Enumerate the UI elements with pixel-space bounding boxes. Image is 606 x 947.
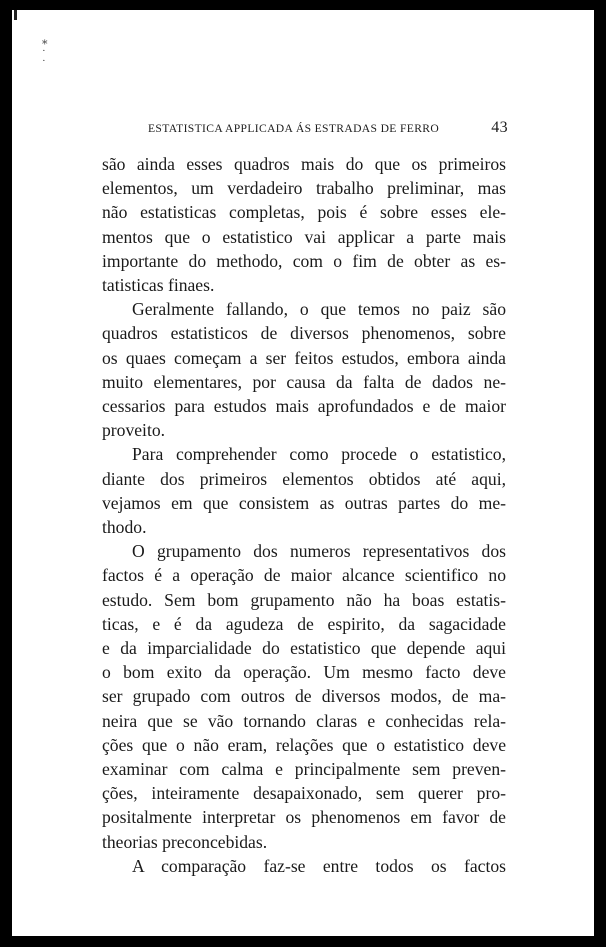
body-text [102,152,506,878]
text-line: e da imparcialidade do estatistico que depende aqui [102,638,506,659]
text-line: theorias preconcebidas. [102,831,268,852]
text-line: não estatisticas completas, pois é sobre esses ele- [102,202,506,223]
text-line: mentos que o estatistico vai applicar a parte mais [102,226,506,247]
text-line: vejamos em que consistem as outras partes do me- [102,492,506,513]
text-line: quadros estatisticos de diversos phenomenos, sobre [102,323,506,344]
text-line: Geralmente fallando, o que temos no paiz são [132,299,506,320]
text-line: o bom exito da operação. Um mesmo facto deve [102,662,506,683]
text-line: ticas, e é da agudeza de espirito, da sagacidade [102,613,506,634]
text-line: ções, inteiramente desapaixonado, sem querer pro- [102,783,506,804]
page-number: 43 [491,119,508,136]
text-line: muito elementares, por causa da falta de dados ne- [102,371,506,392]
scan-edge-mark [14,10,17,20]
text-line: neira que se vão tornando claras e conhecidas rela- [102,710,506,731]
text-line: proveito. [102,420,166,441]
text-line: diante dos primeiros elementos obtidos até aqui, [102,468,506,489]
text-line: factos é a operação de maior alcance scientifico no [102,565,506,586]
text-line: elementos, um verdadeiro trabalho preliminar, mas [102,178,506,199]
text-line: são ainda esses quadros mais do que os primeiros [102,154,506,174]
text-line: os quaes começam a ser feitos estudos, embora ainda [102,347,506,368]
book-page [12,10,594,936]
text-line: O grupamento dos numeros representativos dos [132,541,506,562]
text-line: tatisticas finaes. [102,275,215,296]
text-line: Para comprehender como procede o estatistico, [132,444,506,465]
text-line: positalmente interpretar os phenomenos em favor de [102,807,506,828]
text-line: cessarios para estudos mais aprofundados e de maior [102,396,506,417]
running-head [148,120,508,138]
text-line: ções que o não eram, relações que o estatistico deve [102,734,506,755]
text-line: A comparação faz-se entre todos os factos [132,855,506,876]
text-line: ser grupado com outros de diversos modos, de ma- [102,686,506,707]
scan-specks: ⁎ · · [42,35,48,67]
text-line: importante do methodo, com o fim de obter as es- [102,250,506,271]
text-line: thodo. [102,517,147,538]
running-title: ESTATISTICA APPLICADA ÁS ESTRADAS DE FERRO [148,122,440,135]
text-line: estudo. Sem bom grupamento não ha boas estatis- [102,589,506,610]
text-line: examinar com calma e principalmente sem preven- [102,759,506,780]
